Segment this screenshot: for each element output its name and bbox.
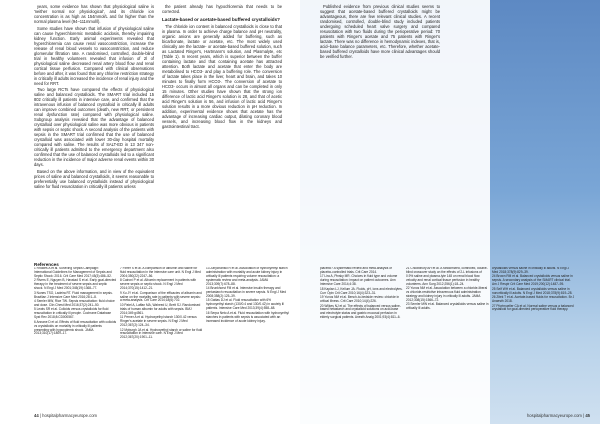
footer-right: hospitalpharmacyeurope.com | 45 (526, 413, 590, 418)
section-heading: Lactate-based or acetate-based buffered crystalloids? (162, 17, 280, 22)
reference-item: 17 Lira A, Pinsky MR. Choices in fluid type and volume during resuscitation: impact on patient outcomes. Ann Intensive Care 2014;4:38. (320, 274, 398, 287)
reference-item: 25 Self WH et al. Balanced crystalloids versus saline in noncritically ill adults. N Engl J Med 2018;378(9):819–28. (492, 286, 573, 295)
reference-item: 21 Chowdhury AH et al. A randomized, controlled, double-blind crossover study on the effects of 2-L infusions of 0.9% saline and plasma-lyte 148 on renal blood flow velocity and renal cortical tissue perfusion in healthy volunteers. Ann Surg 2012;256(1):18–24. (406, 267, 488, 286)
reference-item: 5 Lewis SR et al. Colloids versus crystalloids for fluid resuscitation in critically ill people. Cochrane Database Syst Rev 2018;8:CD000567. (34, 307, 112, 320)
article-column-3 (320, 4, 440, 261)
reference-item: crystalloids versus saline in critically ill adults. N Engl J Med 2018;378(9):829–39. (492, 267, 570, 274)
references-column-4 (320, 267, 403, 407)
site-link-right[interactable]: hospitalpharmacyeurope.com (526, 413, 582, 418)
reference-item: 16 Serpa Neto A et al. Fluid resuscitation with hydroxyethyl starches in patients with sepsis is associated with an increased incidence of acute kidney injury. (206, 310, 289, 323)
reference-item: 18 Kaplan LJ, Kellum JA. Fluids, pH, ions and electrolytes. Curr Opin Crit Care 2010;16(4):323–31. (320, 286, 403, 295)
reference-item: 20 Wilkes NJ et al. The effects of balanced versus saline-based hetastarch and crystalloid solutions on acid-base and electrolyte status and gastric mucosal perfusion in elderly surgical patients. Anesth Analg 2001;93(4):811–6. (320, 303, 401, 320)
references-heading: References (34, 262, 59, 267)
reference-item: 19 Yunos NM et al. Bench-to-bedside review: chloride in critical illness. Crit Care 2010;14(4):226. (320, 295, 400, 304)
article-column-1 (34, 4, 154, 261)
references-column-5 (406, 267, 489, 407)
reference-item: 2 Rivers E, Nguyen B, Havstad S et al. Early goal-directed therapy in the treatment of severe sepsis and septic shock. N Engl J Med 2001;345(19):1368–77. (34, 278, 117, 291)
site-link-left[interactable]: hospitalpharmacyeurope.com (42, 413, 98, 418)
footer-left: 44 | hospitalpharmacyeurope.com (34, 413, 98, 418)
references-column-6 (492, 267, 575, 407)
page-number-right: 45 (585, 413, 590, 418)
reference-item: 12 Myburgh JA et al. Hydroxyethyl starch or saline for fluid resuscitation in intensive care. N Engl J Med 2012;367(20):1901–11. (120, 327, 203, 340)
reference-item: 13 Zarychanski R et al. Association of hydroxyethyl starch administration with mortality and acute kidney injury in critically ill patients requiring volume resuscitation: a systematic review and meta-analysis. JAMA 2013;309(7):678–88. (206, 267, 288, 286)
reference-item: 3 Nunes TSO, Ladeira RT. Fluid management in sepsis. Brazilian J Intensive Care Med 2016;28:1–8. (34, 290, 113, 299)
paragraph: the patient already has hypochloremia that needs to be corrected. (162, 4, 282, 14)
references-column-2 (120, 267, 203, 407)
references-column-1 (34, 267, 117, 407)
reference-item: 22 Yunos NM et al. Association between a chloride-liberal vs chloride-restrictive intravenous fluid administration strategy and kidney injury in critically ill adults. JAMA 2012;308(15):1566–72. (406, 286, 488, 302)
paragraph: Some studies have shown that infusion of physiological saline can cause hyperchloremic metabolic acidosis, thereby impairing kidney function. Early animal experiments revealed that hyperchloremia can cause renal vasoconstriction, increase the release of renal blood vessels to vasoconstriction, and reduce glomerular filtration rate. A randomised, controlled, double-blind trial in healthy volunteers revealed that infusion of 2l of physiological saline decreased renal artery blood flow and renal cortical tissue perfusion. Compared with clinical observations before and after, it was found that any chlorine restriction strategy in critically ill adults increased the incidence of renal injury and the need for RRT. (34, 25, 154, 86)
paragraph: Two large RCTs have compared the effects of physiological saline and balanced crystalloids. The SMART trial included 15 802 critically ill patients in intensive care, and confirmed that the intravenous infusion of balanced crystalloid in critically ill adults can improve combined outcomes (death, new RRT, or persistent renal dysfunction rate) compared with physiological saline. Subgroup analysis revealed that the advantage of balanced crystalloid over physiological saline was more obvious in patients with sepsis or septic shock. A second analysis of the patients with sepsis in the SMART trial confirmed that the use of balanced crystalloid was associated with lower 30-day hospital mortality compared with saline. The results of SALT-ED in 13 347 non-critically ill patients admitted to the emergency department also confirmed that the use of balanced crystalloids led to a significant reduction in the incidence of major adverse renal events within 30 days. (34, 87, 154, 167)
reference-item: 9 Xu JY et al. Comparison of the efficacies of albumin and saline on the mortality rate in patients with severe sepsis: a meta-analysis. Crit Care 2014;18(6):702. (120, 290, 202, 303)
reference-item: 27 Pfortmueller CA et al. Normal saline versus a balanced crystalloid for goal-directed perioperative fluid therapy. (492, 303, 574, 312)
reference-item: 1 Rhodes A et al. Surviving Sepsis Campaign: International Guidelines for Management of Sepsis and Septic Shock: 2016. Crit Care Med 2017;45(3):486–52. (34, 267, 112, 278)
references-column-3 (206, 267, 289, 407)
reference-item: 4 Semler MW, Rice TW. Sepsis resuscitation: fluid choice and dose. Clin Chest Med 2016;37(2):241–50. (34, 299, 115, 307)
reference-item: 26 Zitek T et al. Acetate-based fluids for resuscitation. Br J Anaesth 2018. (492, 295, 575, 304)
paragraph: Based on the above information, and in view of the equivalent prices of saline and balanced crystalloids, it seems reasonable to preferentially use balanced crystalloids instead of physiological saline for fluid resuscitation in critically ill patients unless (34, 168, 154, 189)
article-column-2 (162, 4, 282, 261)
reference-item: 8 Caironi P et al. Albumin replacement in patients with severe sepsis or septic shock. N Engl J Med 2014;370(15):1412–21. (120, 278, 197, 291)
reference-item: 7 Finfer S et al. A comparison of albumin and saline for fluid resuscitation in the intensive care unit. N Engl J Med 2004;350(22):2247–56. (120, 267, 201, 278)
reference-item: placebo? A systematic review and meta-analysis of placebo-controlled trials. Crit Care 2014. (320, 267, 392, 274)
reference-item: 15 Gattas DJ et al. Fluid resuscitation with 6% hydroxyethyl starch (130/0.4 and 130/0.42) in acutely ill patients. Intensive Care Med 2013;39(4):558–68. (206, 298, 284, 311)
reference-item: 14 Brunkhorst FM et al. Intensive insulin therapy and pentastarch resuscitation in severe sepsis. N Engl J Med 2008;358(2):125–39. (206, 286, 287, 298)
paragraph: Published evidence from previous clinical studies seems to suggest that acetate-based buffered crystalloids might be advantageous, there are few relevant clinical studies. A recent randomised, controlled, double-blind study included patients undergoing scheduled heart valve surgery and compared resuscitation with two fluids during the perioperative period: 70 patients with Ringer's acetate and 75 patients with Ringer's lactate. There was no difference in hemodynamic indexes, that is, acid–base balance parameters, etc. Therefore, whether acetate-based buffered crystalloids have more clinical advantages should be verified further. (320, 4, 440, 59)
page-number-left: 44 (34, 413, 39, 418)
reference-item: 6 Annane D et al. Effects of fluid resuscitation with colloids vs crystalloids on mortality in critically ill patients presenting with hypovolemic shock. JAMA 2013;310(17):1809–17. (34, 319, 117, 336)
paragraph: years, some evidence has shown that physiological saline is 'neither normal nor physiological', and its chloride ion concentration is as high as 154mmol/L and far higher than the normal plasma level (94–111mmol/l). (34, 4, 154, 24)
reference-item: 10 Patel A, Laffan MA, Waheed U, Brett SJ. Randomised trials of human albumin for adults with sepsis. BMJ 2014;349:g4561. (120, 302, 201, 315)
reference-item: 24 Brown RM et al. Balanced crystalloids versus saline in sepsis. A secondary analysis of the SMART clinical trial. Am J Respir Crit Care Med 2019;200(12):1487–95. (492, 274, 573, 287)
reference-item: 23 Semler MW et al. Balanced crystalloids versus saline in critically ill adults. (406, 302, 489, 311)
paragraph: The chloride ion content in balanced crystalloids is close to that in plasma. In order to achieve charge balance and pH neutrality, organic anions are generally added for buffering, such as bicarbonate, lactate or acetate, etc. The most widely used clinically are the lactate- or acetate-based buffered solution, such as Lactated Ringer's, Hartmann's solution, and Plasmalyte, etc (Table 1). In recent years, which is superior between the buffer containing lactate and that containing acetate has attracted attention. Both lactate and acetate that enter the body are metabolised to HCO3- and play a buffering role. The conversion of lactate takes place in the liver, heart and brain, and takes 10 minutes to finally form HCO3-. The conversion of acetate to HCO3- occurs in almost all organs and can be completed in only 15 minutes. Other studies have shown that the strong ion difference of lactic acid Ringer's solution is 28, and that of acetic acid Ringer's solution is 56, and infusion of lactic acid Ringer's solution results in a more obvious reduction in pH reduction. In addition, experimental evidence shows that acetate has the advantage of increasing cardiac output, dilating coronary blood vessels, and increasing blood flow in the kidneys and gastrointestinal tract. (162, 23, 282, 129)
reference-item: 11 Perner A et al. Hydroxyethyl starch 130/0.42 versus Ringer's acetate in severe sepsis. N Engl J Med 2012;367(2):124–34. (120, 315, 197, 328)
